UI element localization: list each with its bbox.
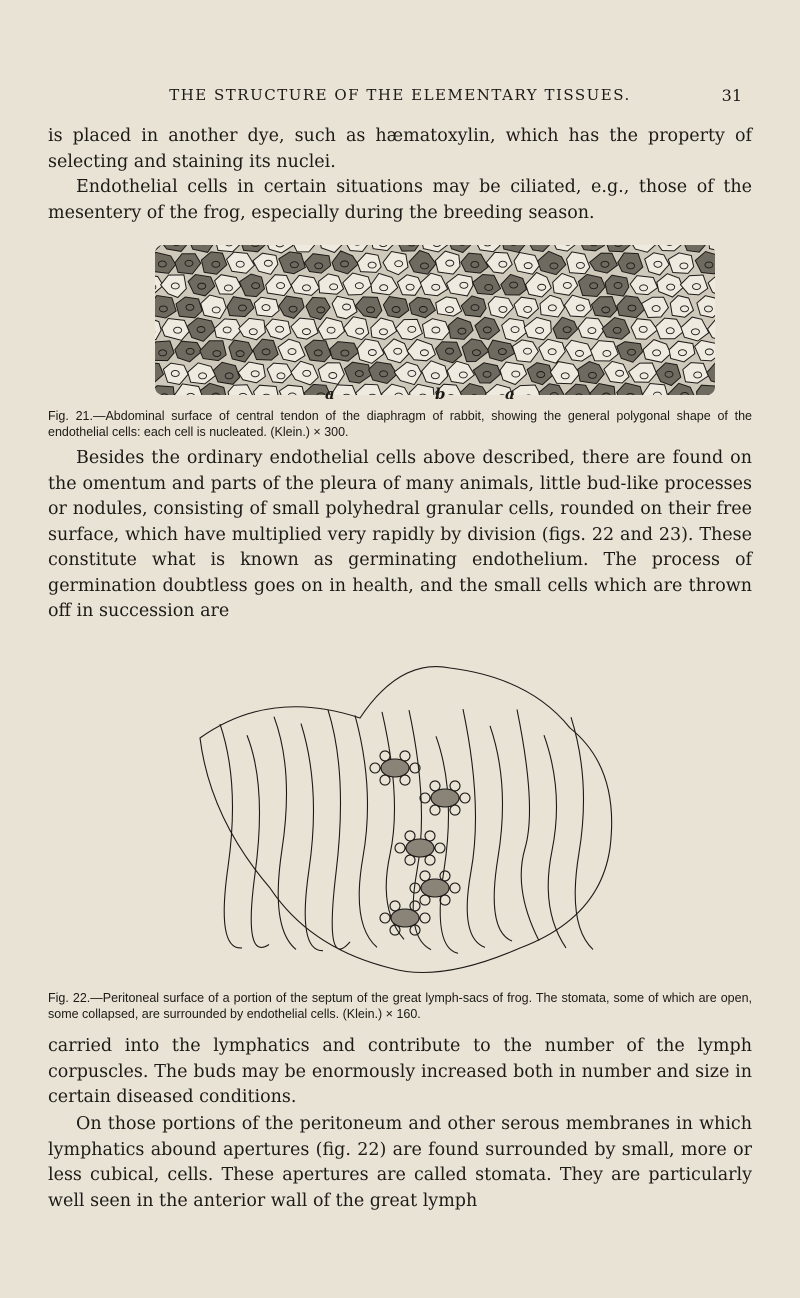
figure-21-caption: Fig. 21.—Abdominal surface of central tendon of the diaphragm of rabbit, showing the general polygonal shape of the endothelial cells: each cell is nucleated. (Klein.) × 300. xyxy=(48,409,752,439)
figure-21 xyxy=(155,245,715,403)
running-title: THE STRUCTURE OF THE ELEMENTARY TISSUES. xyxy=(169,86,631,104)
figure-21-label-b: b xyxy=(435,385,446,403)
paragraph-3: Besides the ordinary endothelial cells above described, there are found on the omentum and parts of the pleura of many animals, little bud-like processes or nodules, consisting of small polyhedral granular cells, rounded on their free surface, which have multiplied very rapidly by division (figs. 22 and 23). These constitute what is known as germinating endothelium. The process of germination doubtless goes on in health, and the small cells which are thrown off in succession are xyxy=(48,448,752,621)
paragraph-4: carried into the lymphatics and contribute to the number of the lymph corpuscles. The buds may be enormously increased both in number and size in certain diseased conditions. xyxy=(48,1036,752,1107)
figure-21-label-a-left: a xyxy=(325,385,335,403)
figure-21-label-a-right: a xyxy=(505,385,515,403)
paragraph-1: is placed in another dye, such as hæmatoxylin, which has the property of selecting and staining its nuclei. xyxy=(48,126,752,172)
paragraph-5: On those portions of the peritoneum and other serous membranes in which lymphatics abound apertures (fig. 22) are found surrounded by small, more or less cubical, cells. These apertures are called stomata. They are particularly well seen in the anterior wall of the great lymph xyxy=(48,1114,752,1211)
running-head xyxy=(0,86,800,110)
figure-21-illustration xyxy=(155,245,715,395)
paragraph-2: Endothelial cells in certain situations may be ciliated, e.g., those of the mesentery of the frog, especially during the breeding season. xyxy=(48,177,752,223)
figure-22-illustration xyxy=(190,648,630,986)
figure-22 xyxy=(190,648,630,986)
page-number: 31 xyxy=(721,86,742,105)
figure-22-caption: Fig. 22.—Peritoneal surface of a portion of the septum of the great lymph-sacs of frog. The stomata, some of which are open, some collapsed, are surrounded by endothelial cells. (Klein.) × 160. xyxy=(48,991,752,1021)
